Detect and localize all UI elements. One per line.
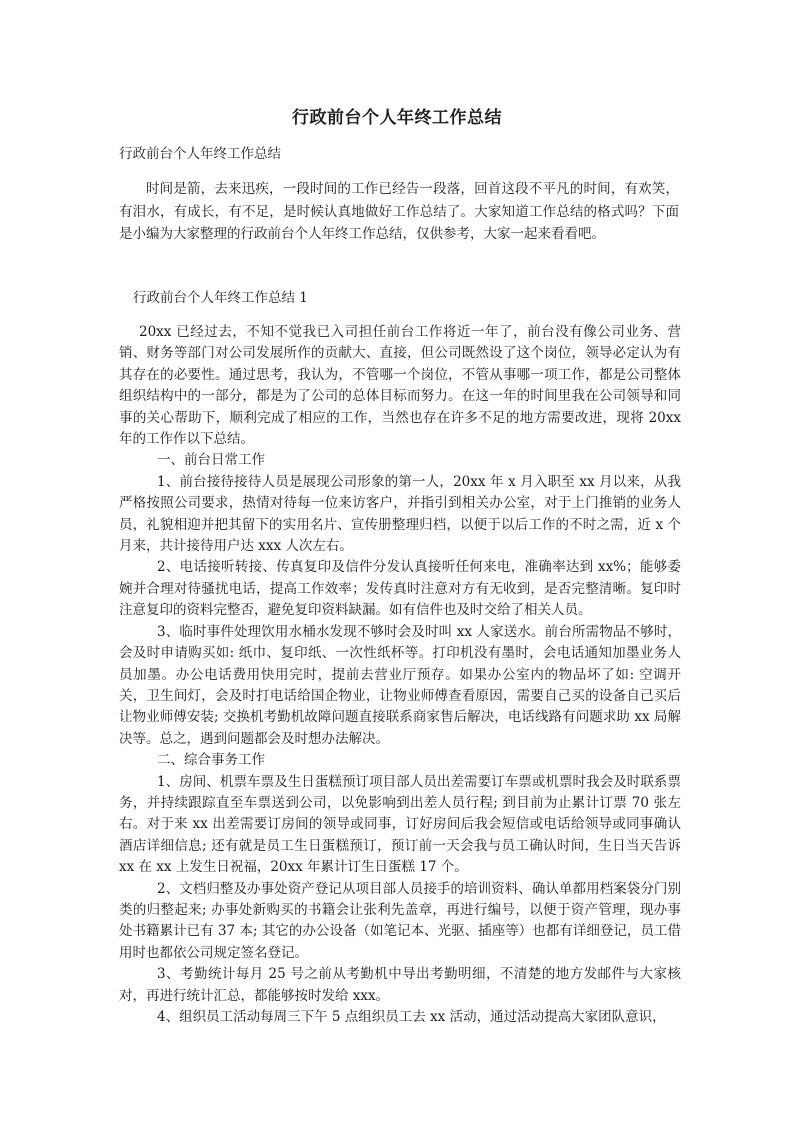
heading-general-affairs: 二、综合事务工作 <box>157 752 265 769</box>
paragraph-attendance: 3、考勤统计每月 25 号之前从考勤机中导出考勤明细，不清楚的地方发邮件与大家核对，再进行统计汇总，都能够按时发给 xxx。 <box>119 966 681 1004</box>
paragraph-documents-assets: 2、文档归整及办事处资产登记从项目部人员接手的培训资料、确认单都用档案袋分门别类的归整起来; 办事处新购买的书籍会让张利先盖章，再进行编号，以便于资产管理，现办事处书籍累计已有 37 本; 其它的办公设备（如笔记本、光驱、插座等）也都有详细登记，员工借用时也都依公司规定签名登记。 <box>119 880 681 961</box>
paragraph-activities: 4、组织员工活动每周三下午 5 点组织员工去 xx 活动，通过活动提高大家团队意识， <box>157 1009 666 1025</box>
document-title: 行政前台个人年终工作总结 <box>292 108 502 128</box>
document-subtitle: 行政前台个人年终工作总结 <box>119 146 281 162</box>
section-body <box>119 322 681 1028</box>
paragraph-phone-fax: 2、电话接听转接、传真复印及信件分发认真接听任何来电，准确率达到 xx%；能够委婉并合理对待骚扰电话，提高工作效率；发传真时注意对方有无收到，是否完整清晰。复印时注意复印的资料完整否，避免复印资料缺漏。如有信件也及时交给了相关人员。 <box>119 559 681 619</box>
heading-front-desk-work: 一、前台日常工作 <box>157 452 265 469</box>
paragraph-opening: 20xx 已经过去，不知不觉我已入司担任前台工作将近一年了，前台没有像公司业务、营销、财务等部门对公司发展所作的贡献大、直接，但公司既然设了这个岗位，领导必定认为有其存在的必要性。通过思考，我认为，不管哪一个岗位，不管从事哪一项工作，都是公司整体组织结构中的一部分，都是为了公司的总体目标而努力。在这一年的时间里我在公司领导和同事的关心帮助下，顺利完成了相应的工作，当然也存在许多不足的地方需要改进，现将 20xx 年的工作作以下总结。 <box>119 324 681 448</box>
paragraph-reception: 1、前台接待接待人员是展现公司形象的第一人，20xx 年 x 月入职至 xx 月以来，从我严格按照公司要求，热情对待每一位来访客户，并指引到相关办公室，对于上门推销的业务人员，礼貌相迎并把其留下的实用名片、宣传册整理归档，以便于以后工作的不时之需，近 x 个月来，共计接待用户达 xxx 人次左右。 <box>119 473 681 555</box>
paragraph-bookings: 1、房间、机票车票及生日蛋糕预订项目部人员出差需要订车票或机票时我会及时联系票务，并持续跟踪直至车票送到公司，以免影响到出差人员行程; 到目前为止累计订票 70 张左右。对于来 xx 出差需要订房间的领导或同事，订好房间后我会短信或电话给领导或同事确认酒店详细信息; 还有就是员工生日蛋糕预订，预订前一天会我与员工确认时间，生日当天告诉 xx 在 xx 上发生日祝福，20xx 年累计订生日蛋糕 17 个。 <box>119 773 681 876</box>
section-heading: 行政前台个人年终工作总结 1 <box>133 290 308 306</box>
paragraph-temporary-events: 3、临时事件处理饮用水桶水发现不够时会及时叫 xx 人家送水。前台所需物品不够时，会及时申请购买如: 纸巾、复印纸、一次性纸杯等。打印机没有墨时，会电话通知加墨业务人员加墨。办公电话费用快用完时，提前去营业厅预存。如果办公室内的物品坏了如: 空调开关，卫生间灯，会及时打电话给国企物业，让物业师傅查看原因，需要自己买的设备自己买后让物业师傅安装; 交换机考勤机故障问题直接联系商家售后解决，电话线路有问题求助 xx 局解决等。总之，遇到问题都会及时想办法解决。 <box>119 623 681 747</box>
intro-paragraph: 时间是箭，去来迅疾，一段时间的工作已经告一段落，回首这段不平凡的时间，有欢笑，有泪水，有成长，有不足，是时候认真地做好工作总结了。大家知道工作总结的格式吗？下面是小编为大家整理的行政前台个人年终工作总结，仅供参考，大家一起来看看吧。 <box>119 181 679 242</box>
